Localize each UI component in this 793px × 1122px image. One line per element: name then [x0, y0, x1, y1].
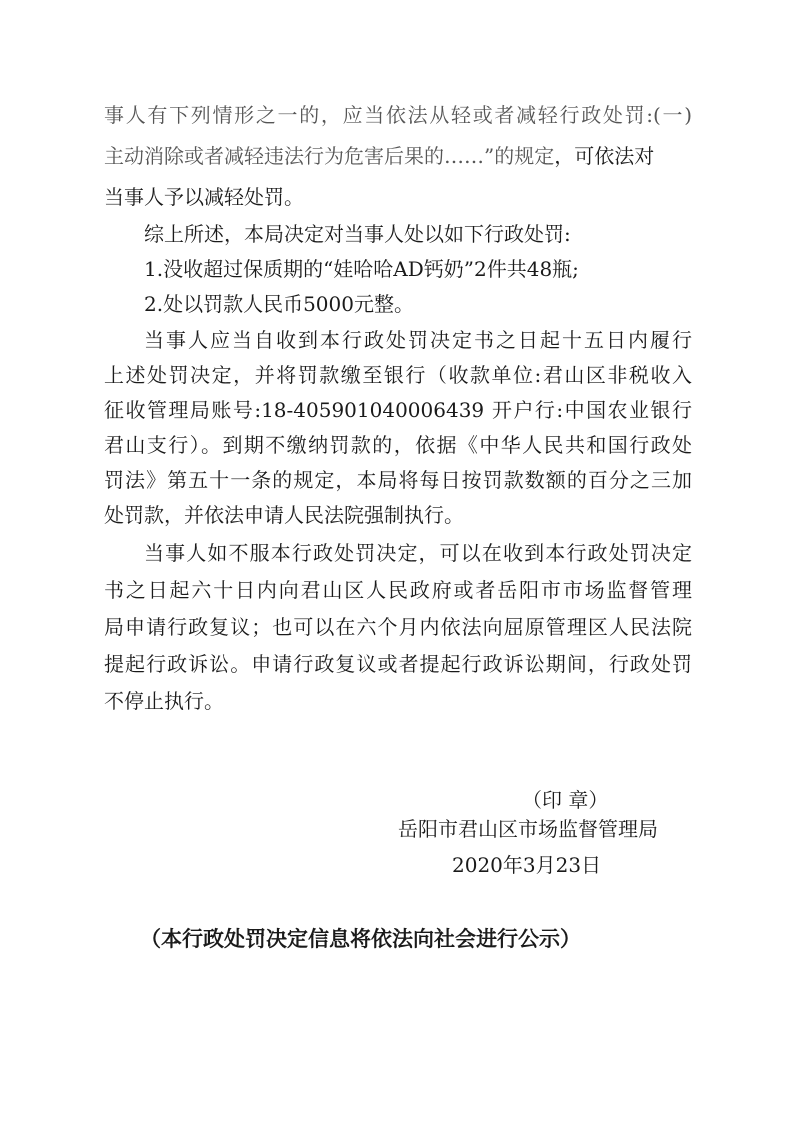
seal-placeholder: （印 章）: [522, 788, 609, 812]
appeal-line-2: 书之日起六十日内向君山区人民政府或者岳阳市市场监督管理: [104, 578, 692, 602]
paragraph-1-line-1: 事人有下列情形之一的，应当依法从轻或者减轻行政处罚:(一): [104, 103, 692, 127]
payment-line-4: 君山支行）。到期不缴纳罚款的，依据《中华人民共和国行政处: [104, 433, 692, 457]
issuing-organization: 岳阳市君山区市场监督管理局: [398, 817, 658, 841]
penalty-item-2: 2.处以罚款人民币5000元整。: [144, 292, 414, 316]
paragraph-1-line-2: [104, 143, 654, 169]
payment-line-2: 上述处罚决定，并将罚款缴至银行（收款单位:君山区非税收入: [104, 363, 692, 387]
paragraph-1-line-2-tail: ，可依法对: [554, 144, 655, 168]
decision-intro: 综上所述，本局决定对当事人处以如下行政处罚:: [144, 222, 571, 246]
appeal-line-5: 不停止执行。: [104, 689, 224, 713]
appeal-line-1: 当事人如不服本行政处罚决定，可以在收到本行政处罚决定: [144, 541, 692, 565]
penalty-item-1: 1.没收超过保质期的“娃哈哈AD钙奶”2件共48瓶;: [144, 257, 579, 281]
payment-line-6: 处罚款，并依法申请人民法院强制执行。: [104, 503, 464, 527]
public-notice: （本行政处罚决定信息将依法向社会进行公示）: [140, 927, 581, 951]
paragraph-1-line-2-quote: 主动消除或者减轻违法行为危害后果的……”的规定: [104, 144, 555, 168]
appeal-line-4: 提起行政诉讼。申请行政复议或者提起行政诉讼期间，行政处罚: [104, 652, 692, 676]
issue-date: 2020年3月23日: [452, 853, 602, 877]
paragraph-1-line-3: 当事人予以减轻处罚。: [104, 185, 304, 209]
appeal-line-3: 局申请行政复议；也可以在六个月内依法向屈原管理区人民法院: [104, 615, 692, 639]
payment-line-3: 征收管理局账号:18-405901040006439 开户行:中国农业银行: [104, 398, 692, 422]
payment-line-1: 当事人应当自收到本行政处罚决定书之日起十五日内履行: [144, 328, 692, 352]
payment-line-5: 罚法》第五十一条的规定，本局将每日按罚款数额的百分之三加: [104, 468, 692, 492]
